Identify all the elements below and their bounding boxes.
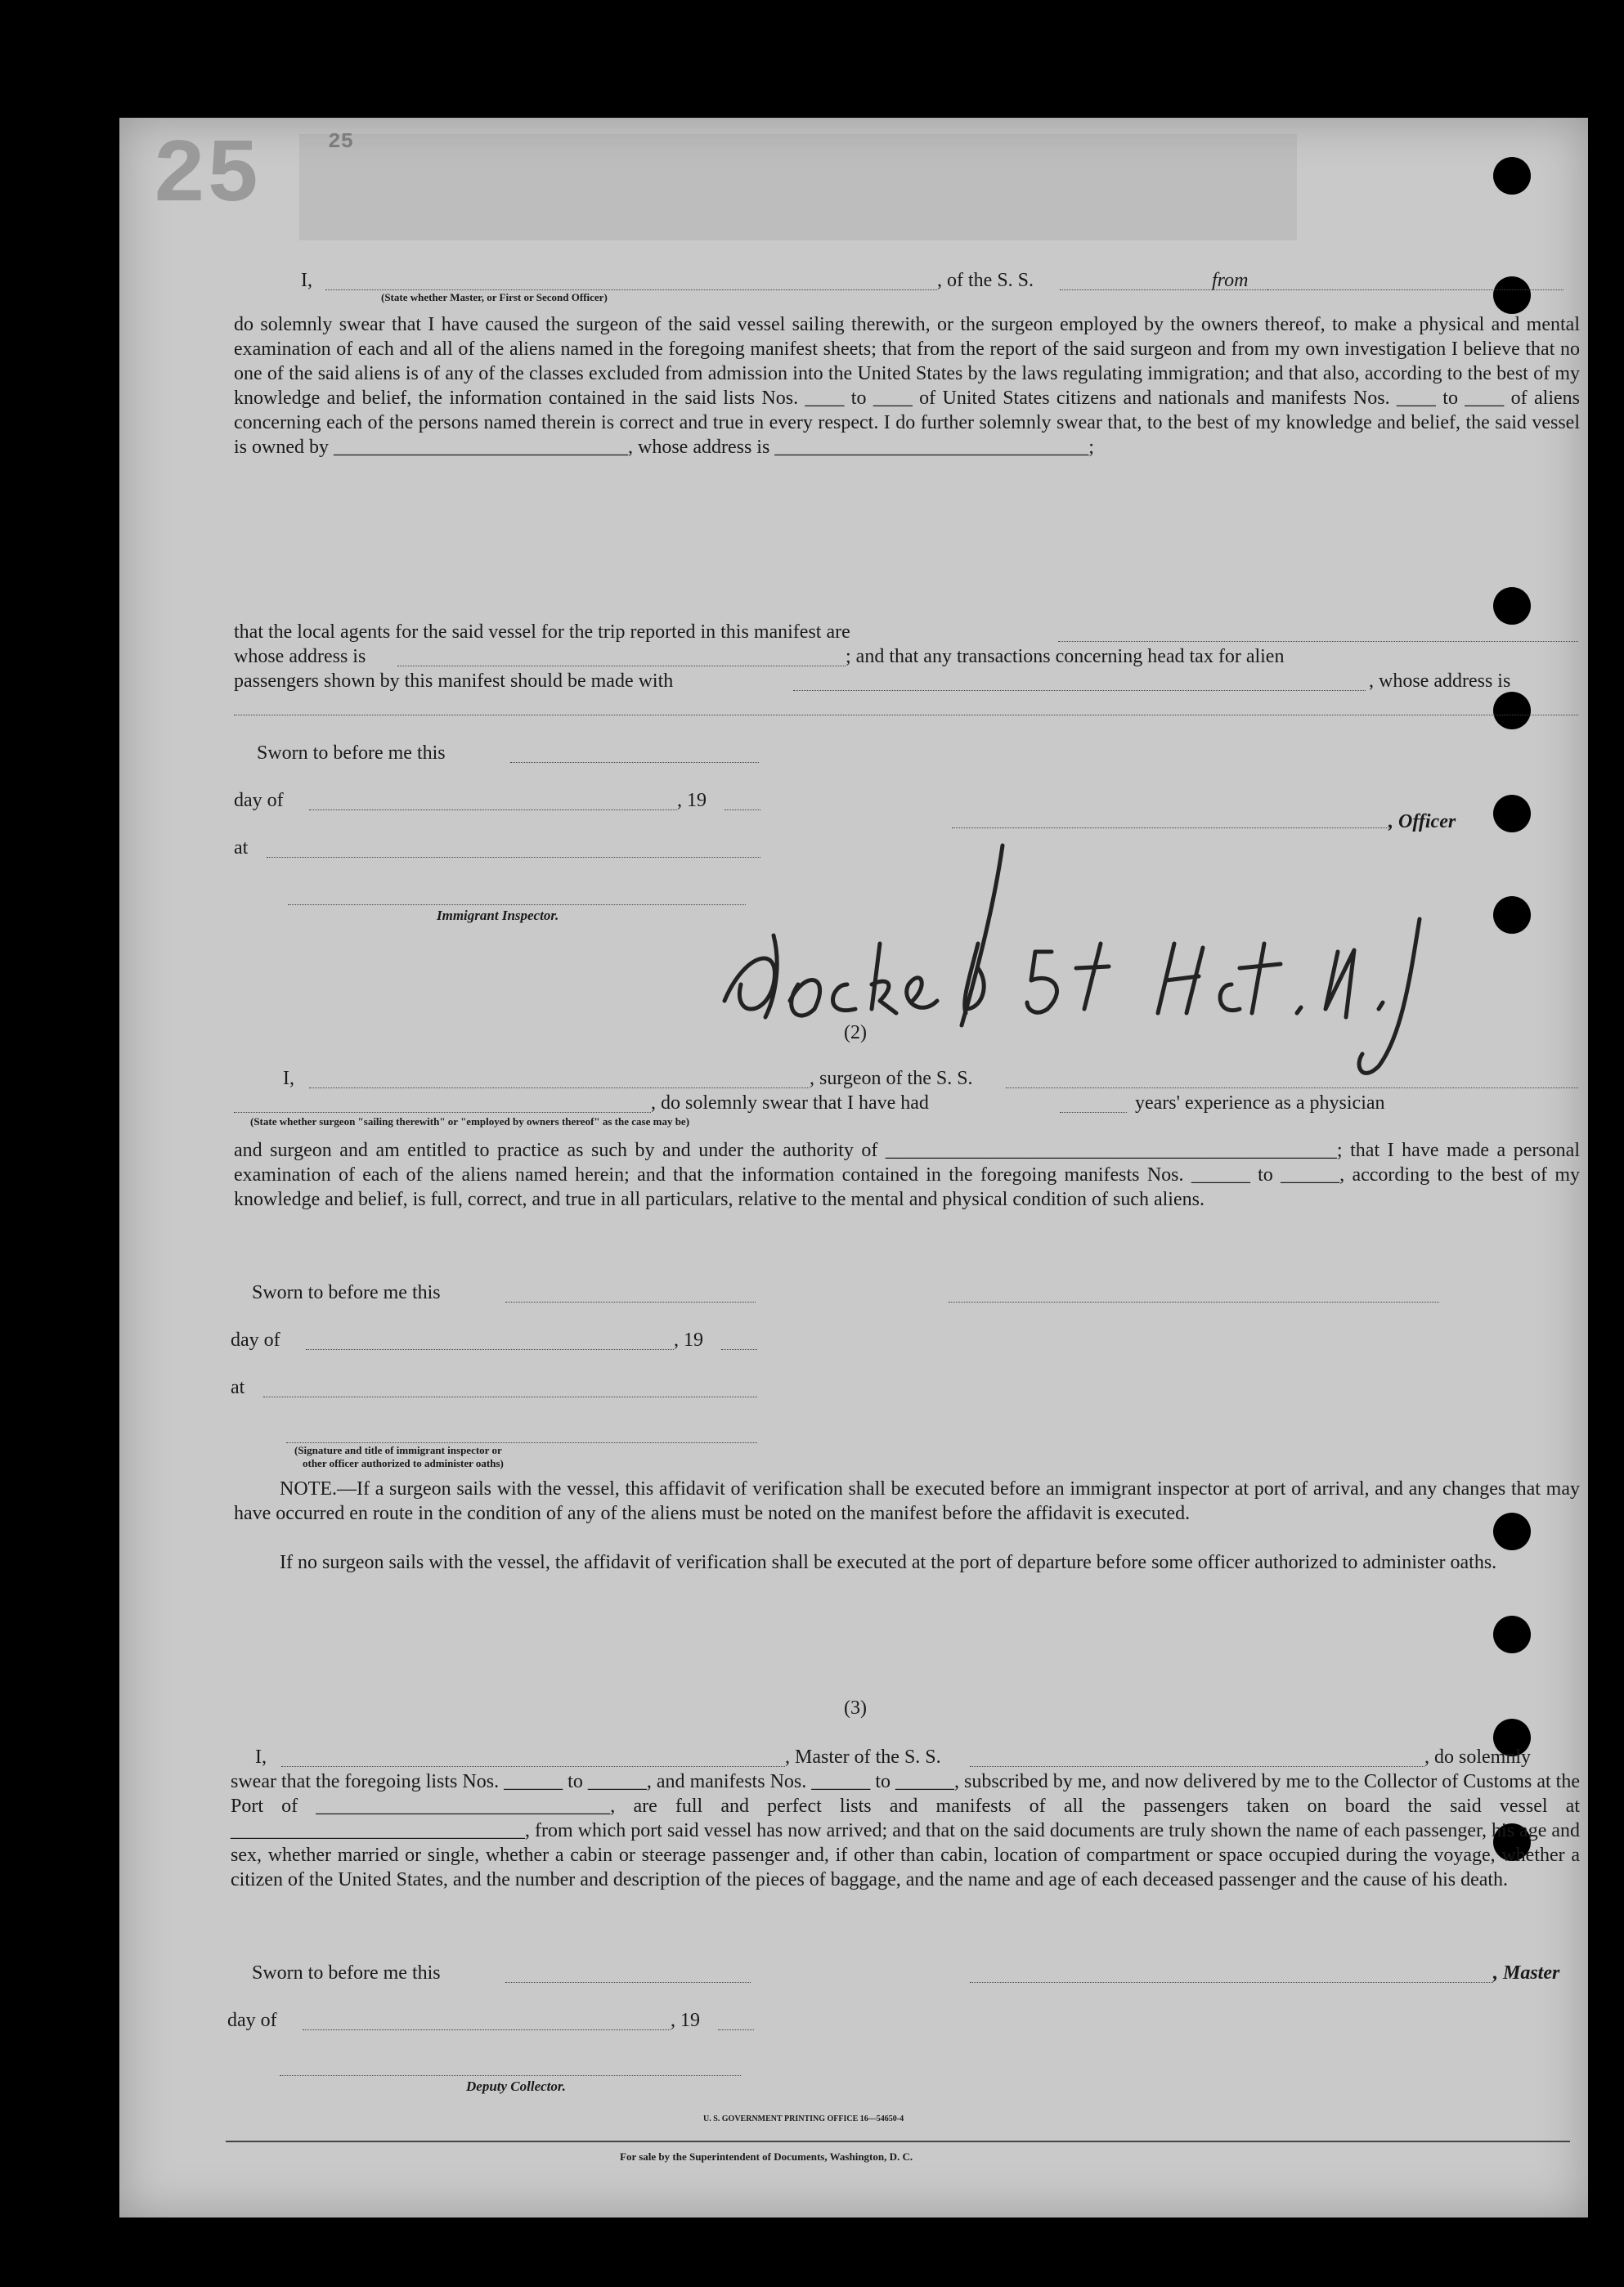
s2-note	[234, 1477, 1580, 1526]
s2-ship-rule	[1006, 1087, 1578, 1088]
s2-note-label: NOTE.	[280, 1478, 337, 1500]
s3-ship-rule	[970, 1766, 1424, 1767]
s1-passengers-line: passengers shown by this manifest should be made with	[234, 670, 674, 692]
manifest-sheet	[119, 118, 1588, 2217]
punch-hole	[1493, 1616, 1531, 1653]
s2-note-2: If no surgeon sails with the vessel, the affidavit of verification shall be executed at the port of departure before some officer authorized to administer oaths.	[280, 1552, 1497, 1573]
s3-day-rule	[303, 2029, 671, 2030]
footer-rule	[226, 2141, 1570, 2142]
s2-note-text: —If a surgeon sails with the vessel, this affidavit of verification shall be executed before an immigrant inspector at port of arrival, and any changes that may have occurred en route in the condition of any of the aliens must be noted on the manifest before the affidavit is executed.	[234, 1478, 1580, 1524]
bleed-through-small-number: 25	[328, 129, 354, 154]
s2-day-of: day of	[231, 1330, 280, 1351]
s3-day-of: day of	[227, 2010, 277, 2031]
s1-agents-line: that the local agents for the said vessel for the trip reported in this manifest are	[234, 621, 850, 643]
s1-of-ss: , of the S. S.	[937, 270, 1034, 291]
s1-passengers-rule	[793, 690, 1366, 691]
s1-i: I,	[301, 270, 312, 291]
s1-nineteen: , 19	[677, 790, 707, 811]
handwritten-annotation	[536, 739, 1436, 1083]
s3-nineteen: , 19	[671, 2010, 700, 2031]
s2-sig-rule	[949, 1302, 1439, 1303]
s1-sworn: Sworn to before me this	[257, 742, 446, 764]
s3-i: I,	[255, 1747, 267, 1768]
s2-nineteen: , 19	[674, 1330, 703, 1351]
s2-years: years' experience as a physician	[1135, 1092, 1385, 1114]
s3-year-rule	[718, 2029, 754, 2030]
s2-day-rule	[306, 1349, 674, 1350]
s2-caption: (State whether surgeon "sailing therewith" or "employed by owners thereof" as the case may be)	[250, 1115, 690, 1128]
s2-years-rule	[1060, 1112, 1127, 1113]
punch-hole	[1493, 896, 1531, 934]
s2-year-rule	[721, 1349, 757, 1350]
gpo-imprint: U. S. GOVERNMENT PRINTING OFFICE 16—54650-4	[703, 2114, 904, 2123]
s3-sworn: Sworn to before me this	[252, 1962, 441, 1984]
s1-whose-address: whose address is	[234, 646, 366, 667]
s3-master-sig-rule	[970, 1982, 1493, 1983]
s2-surgeon-of: , surgeon of the S. S.	[810, 1068, 973, 1089]
s2-sworn-rule	[505, 1302, 756, 1303]
s3-body: swear that the foregoing lists Nos. ______ to ______, and manifests Nos. ______ to ______, subscribed by me, and now delivered by me to the Collector of Customs at the Port of ______________________________, are full and perfect lists and manifests of all the passengers taken on board the said vessel at ______________________________, from which port said vessel has now arrived; and that on the said documents are truly shown the name of each passenger, his age and sex, whether married or single, whether a cabin or steerage passenger and, if other than cabin, location of compartment or space occupied during the voyage, whether a citizen of the United States, and the number and description of the pieces of baggage, and the name and age of each deceased passenger and the cause of his death.	[231, 1771, 1580, 1890]
s3-master-of: , Master of the S. S.	[785, 1747, 941, 1768]
s2-sig-caption-1: (Signature and title of immigrant inspector or	[294, 1444, 502, 1456]
punch-hole	[1493, 587, 1531, 625]
s3-number: (3)	[844, 1697, 867, 1719]
s1-officer-line	[325, 289, 937, 290]
footer-for-sale: For sale by the Superintendent of Documents, Washington, D. C.	[620, 2150, 913, 2163]
s3-do-solemnly: , do solemnly	[1424, 1747, 1531, 1768]
punch-hole	[1493, 692, 1531, 729]
s1-from-line	[1267, 289, 1563, 290]
s1-whose-address-2: , whose address is	[1369, 670, 1511, 692]
punch-hole	[1493, 157, 1531, 195]
s3-deputy-collector: Deputy Collector.	[466, 2078, 566, 2094]
s2-at: at	[231, 1377, 245, 1398]
s1-officer-caption: (State whether Master, or First or Second Officer)	[381, 291, 608, 303]
s2-caption-rule	[234, 1112, 651, 1113]
s3-master-label: , Master	[1493, 1962, 1560, 1984]
bleed-through-header-band	[299, 134, 1297, 240]
punch-hole	[1493, 276, 1531, 314]
bleed-through-number: 25	[152, 126, 261, 228]
s1-officer-label: , Officer	[1388, 811, 1456, 832]
s3-name-rule	[281, 1766, 785, 1767]
s2-name-rule	[309, 1087, 810, 1088]
s1-transactions: ; and that any transactions concerning head tax for alien	[846, 646, 1285, 667]
punch-hole	[1493, 795, 1531, 832]
s2-number: (2)	[844, 1022, 867, 1043]
s3-sworn-rule	[505, 1982, 751, 1983]
s1-body: do solemnly swear that I have caused the surgeon of the said vessel sailing therewith, or the surgeon employed by the owners thereof, to make a physical and mental examination of each and all of the aliens named in the foregoing manifest sheets; that from the report of the said surgeon and from my own investigation I believe that no one of the said aliens is of any of the classes excluded from admission into the United States by the laws regulating immigration; and that also, according to the best of my knowledge and belief, the information contained in the said lists Nos. ____ to ____ of United States citizens and nationals and manifests Nos. ____ to ____ of aliens concerning each of the persons named therein is correct and true in every respect. I do further solemnly swear that, to the best of my knowledge and belief, the said vessel is owned by ______________________________, whose address is ________________________________;	[234, 314, 1580, 458]
s2-solemnly: , do solemnly swear that I have had	[651, 1092, 929, 1114]
s1-agents-rule	[1058, 641, 1578, 642]
s1-immigrant-inspector: Immigrant Inspector.	[437, 908, 559, 923]
s2-signature-rule	[286, 1442, 757, 1443]
s2-i: I,	[283, 1068, 294, 1089]
s2-sworn: Sworn to before me this	[252, 1282, 441, 1303]
s1-from: from	[1212, 270, 1249, 291]
s2-body: and surgeon and am entitled to practice as such by and under the authority of ______________________________________________; that I have made a personal examination of each of the aliens named herein; and that the information contained in the foregoing manifests Nos. ______ to ______, according to the best of my knowledge and belief, is full, correct, and true in all particulars, relative to the mental and physical condition of such aliens.	[234, 1140, 1580, 1210]
s1-at: at	[234, 837, 249, 859]
s1-day-of: day of	[234, 790, 284, 811]
s2-sig-caption-2: other officer authorized to administer oaths)	[303, 1457, 504, 1469]
s3-collector-rule	[280, 2075, 741, 2076]
